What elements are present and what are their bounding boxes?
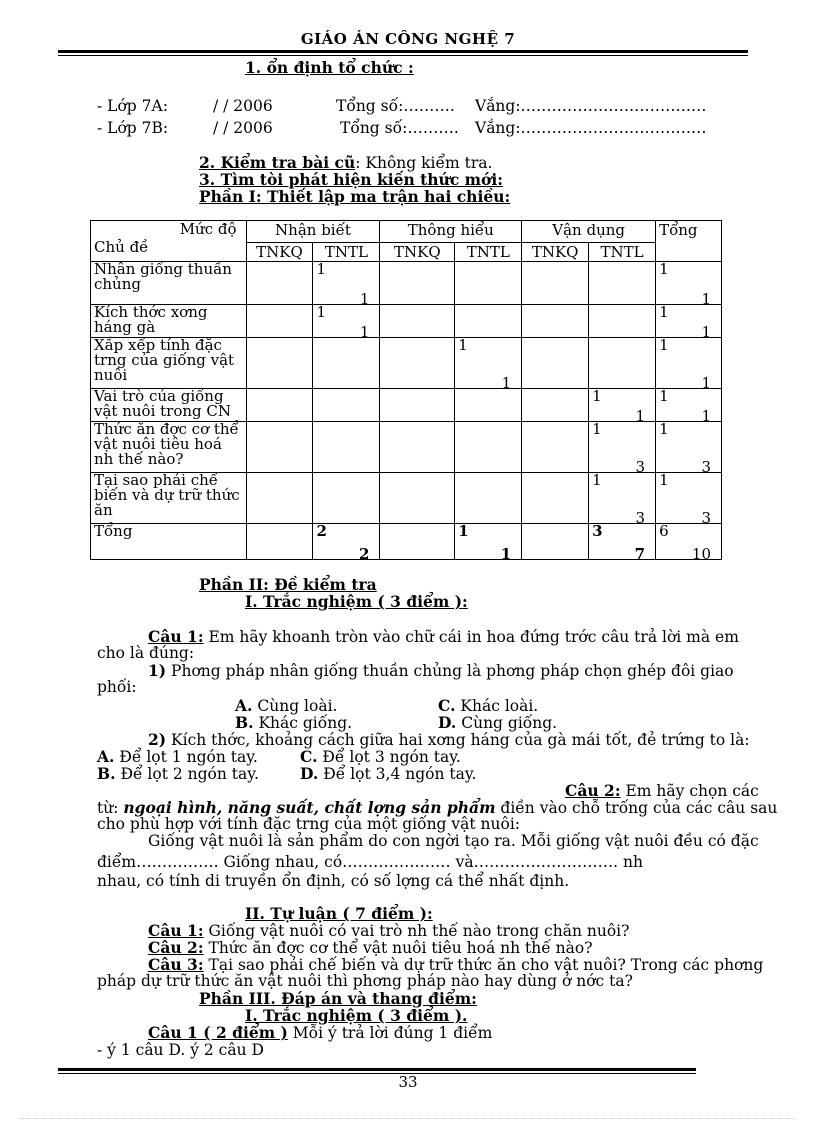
sub-question-2-number: 2) [148,730,167,749]
matrix-cell [656,522,722,563]
matrix-cell [246,262,313,305]
header-rule [58,50,748,53]
question-count: 1 [659,303,669,321]
matrix-cell [313,473,380,524]
question-1-text-cont: cho là đúng: [97,644,195,662]
matrix-cell [246,473,313,524]
score-value: 1 [359,323,370,341]
matrix-cell [589,338,656,389]
question-count: 1 [316,303,327,321]
matrix-cell [589,420,656,476]
matrix-cell [380,389,455,422]
matrix-cell [313,422,380,473]
matrix-cell [313,260,380,308]
option[interactable]: B. Để lọt 2 ngón tay. [97,764,259,783]
matrix-cell [380,262,455,305]
matrix-cell [380,305,455,338]
score-value: 1 [635,407,646,425]
matrix-topic: Kích thớc xơng háng gà [91,305,247,338]
matrix-cell [246,305,313,338]
score-value: 7 [634,545,646,563]
question-count: 1 [659,471,669,489]
essay-question-3: Câu 3: Tại sao phải chế biến và dự trữ thức ăn cho vật nuôi? Trong các phơng [148,955,764,974]
matrix-topic: Vai trò của giống vật nuôi trong CN [91,389,247,422]
question-count: 1 [659,260,669,278]
section-1-title: 1. ổn định tổ chức : [245,58,414,77]
matrix-cell [246,338,313,389]
part-1-title: Phần I: Thiết lập ma trận hai chiều: [199,187,511,206]
matrix-row [91,473,722,524]
class-absent: Vắng:……………………………… [475,119,707,137]
matrix-cell [522,305,589,338]
score-value: 1 [359,290,370,308]
essay-title: II. Tự luận ( 7 điểm ): [245,904,433,923]
sub-question-1 [148,661,734,680]
matrix-cell [313,522,380,563]
question-2-label: Câu 2: [565,781,621,800]
group-header: Nhận biết [246,221,380,243]
matrix-cell [656,336,722,392]
matrix-cell [589,387,656,425]
class-total: Tổng số:………. [340,119,459,137]
matrix-cell [589,305,656,338]
matrix-corner-top: Mức độ [179,220,237,238]
matrix-cell [380,524,455,560]
essay-question-1: Câu 1: Giống vật nuôi có vai trò nh thế nào trong chăn nuôi? [148,921,630,940]
score-value: 10 [691,545,711,563]
matrix-topic: Thức ăn đợc cơ thể vật nuôi tiêu hoá nh thế nào? [91,422,247,473]
sub-question-1-text: Phơng pháp nhân giống thuần chủng là phơng pháp chọn ghép đôi giao [166,662,734,680]
section-2-title: 2. Kiểm tra bài cũ [199,153,356,172]
question-count: 1 [458,522,469,540]
question-1 [148,627,739,646]
question-count: 1 [592,471,602,489]
matrix-topic: Nhân giống thuần chủng [91,262,247,305]
score-value: 3 [701,458,711,476]
footer-rule [58,1068,696,1071]
option[interactable]: A. Cùng loài. [235,696,338,715]
sub-header: TNTL [313,243,380,262]
class-absent: Vắng:……………………………… [475,97,707,115]
class-label: - Lớp 7A: [97,97,168,115]
question-2-text-5: điểm……………. Giống nhau, có………………… và………………………. nh [97,853,643,871]
option[interactable]: D. Để lọt 3,4 ngón tay. [300,764,477,783]
score-value: 3 [701,509,711,527]
matrix-cell [246,422,313,473]
essay-question-3-cont: pháp dự trữ thức ăn vật nuôi thì phơng pháp nào hay dùng ở nớc ta? [97,972,633,990]
header-rule-thin [58,55,748,56]
class-date: / / 2006 [213,97,273,115]
score-value: 1 [701,374,711,392]
matrix-cell [589,471,656,527]
part-3-title: Phần III. Đáp án và thang điểm: [199,989,477,1008]
question-1-text: Em hãy khoanh tròn vào chữ cái in hoa đứng trớc câu trả lời mà em [203,628,739,646]
question-2-text-3: cho phù hợp với tính đặc trng của một giống vật nuôi: [97,815,521,833]
section-3-title: 3. Tìm tòi phát hiện kiến thức mới: [199,170,504,189]
matrix-cell [522,422,589,473]
matrix-topic: Tại sao phải chế biến và dự trữ thức ăn [91,473,247,524]
matrix-row [91,305,722,338]
matrix-row [91,524,722,560]
matrix-cell [313,338,380,389]
question-count: 6 [659,522,669,540]
option[interactable]: C. Để lọt 3 ngón tay. [300,747,461,766]
matrix-cell [589,262,656,305]
score-value: 3 [635,509,646,527]
matrix-cell [380,473,455,524]
score-value: 1 [701,290,711,308]
knowledge-matrix-table [90,220,722,563]
matrix-cell [455,389,522,422]
question-count: 1 [592,387,602,405]
matrix-corner [91,221,247,262]
score-value: 1 [501,374,512,392]
matrix-cell [246,524,313,560]
option[interactable]: B. Khác giống. [235,713,353,732]
matrix-cell [313,303,380,341]
sub-question-1-text-cont: phối: [97,678,137,696]
matrix-row [91,422,722,473]
score-value: 2 [358,545,370,563]
score-value: 1 [701,323,711,341]
sub-header: TNKQ [246,243,313,262]
question-2-text-4: Giống vật nuôi là sản phẩm do con ngời tạo ra. Mỗi giống vật nuôi đều có đặc [148,832,759,850]
multiple-choice-title: I. Trắc nghiệm ( 3 điểm ): [245,592,468,611]
matrix-topic: Tổng [91,524,247,560]
matrix-cell [656,420,722,476]
matrix-cell [656,471,722,527]
matrix-cell [522,389,589,422]
option[interactable]: A. Để lọt 1 ngón tay. [97,747,258,766]
matrix-cell [656,303,722,341]
sub-header: TNTL [589,243,656,262]
question-2-words-line: từ: ngoại hình, năng suất, chất lợng sản phẩm điền vào chỗ trống của các câu sau [97,798,778,817]
option[interactable]: D. Cùng giống. [438,713,558,732]
essay-question-2: Câu 2: Thức ăn đợc cơ thể vật nuôi tiêu hoá nh thế nào? [148,938,593,957]
sub-question-1-number: 1) [148,661,167,680]
matrix-cell [455,305,522,338]
page-edge [20,1118,796,1119]
score-value: 1 [500,545,512,563]
answer-question-1: Câu 1 ( 2 điểm ) Mỗi ý trả lời đúng 1 điểm [148,1023,493,1042]
group-header: Vận dụng [522,221,656,243]
class-date: / / 2006 [213,119,273,137]
matrix-cell [313,389,380,422]
matrix-cell [589,522,656,563]
matrix-cell [656,387,722,425]
matrix-cell [455,262,522,305]
matrix-cell [656,260,722,308]
question-count: 1 [659,420,669,438]
question-count: 1 [316,260,327,278]
matrix-cell [455,422,522,473]
question-2-text: Em hãy chọn các [620,782,759,800]
answer-mc-title: I. Trắc nghiệm ( 3 điểm ). [245,1006,468,1025]
class-label: - Lớp 7B: [97,119,169,137]
matrix-body [91,260,722,563]
matrix-cell [522,338,589,389]
sub-question-2-text: Kích thớc, khoảng cách giữa hai xơng háng của gà mái tốt, đẻ trứng to là: [166,731,750,749]
question-count: 2 [316,522,327,540]
class-total: Tổng số:………. [336,97,455,115]
option[interactable]: C. Khác loài. [438,696,539,715]
group-header-total: Tổng [656,221,722,262]
matrix-corner-bottom: Chủ đề [94,238,149,256]
matrix-row [91,389,722,422]
question-2-text-6: nhau, có tính di truyền ổn định, có số lợng cá thể nhất định. [97,872,570,890]
matrix-cell [455,522,522,563]
score-value: 1 [701,407,711,425]
question-count: 1 [659,387,669,405]
page-number: 33 [398,1073,418,1091]
matrix-row [91,262,722,305]
page-header: GIÁO ÁN CÔNG NGHỆ 7 [300,30,516,48]
section-2-text: : Không kiểm tra. [355,154,493,172]
matrix-cell [246,389,313,422]
matrix-row [91,338,722,389]
matrix-cell [380,422,455,473]
answer-line: - ý 1 câu D. ý 2 câu D [97,1041,264,1059]
question-1-label: Câu 1: [148,627,204,646]
fill-words: ngoại hình, năng suất, chất lợng sản phẩm [123,798,496,817]
question-count: 1 [592,420,602,438]
score-value: 3 [635,458,646,476]
matrix-cell [522,473,589,524]
matrix-cell [522,524,589,560]
group-header: Thông hiểu [380,221,522,243]
sub-header: TNKQ [380,243,455,262]
matrix-cell [522,262,589,305]
matrix-cell [380,338,455,389]
matrix-cell [455,473,522,524]
matrix-cell [455,336,522,392]
sub-header: TNTL [455,243,522,262]
part-2-title: Phần II: Đề kiểm tra [199,575,377,594]
question-count: 1 [458,336,468,354]
matrix-topic: Xắp xếp tính đặc trng của giống vật nuôi [91,338,247,389]
sub-header: TNKQ [522,243,589,262]
question-count: 3 [592,522,603,540]
question-count: 1 [659,336,669,354]
